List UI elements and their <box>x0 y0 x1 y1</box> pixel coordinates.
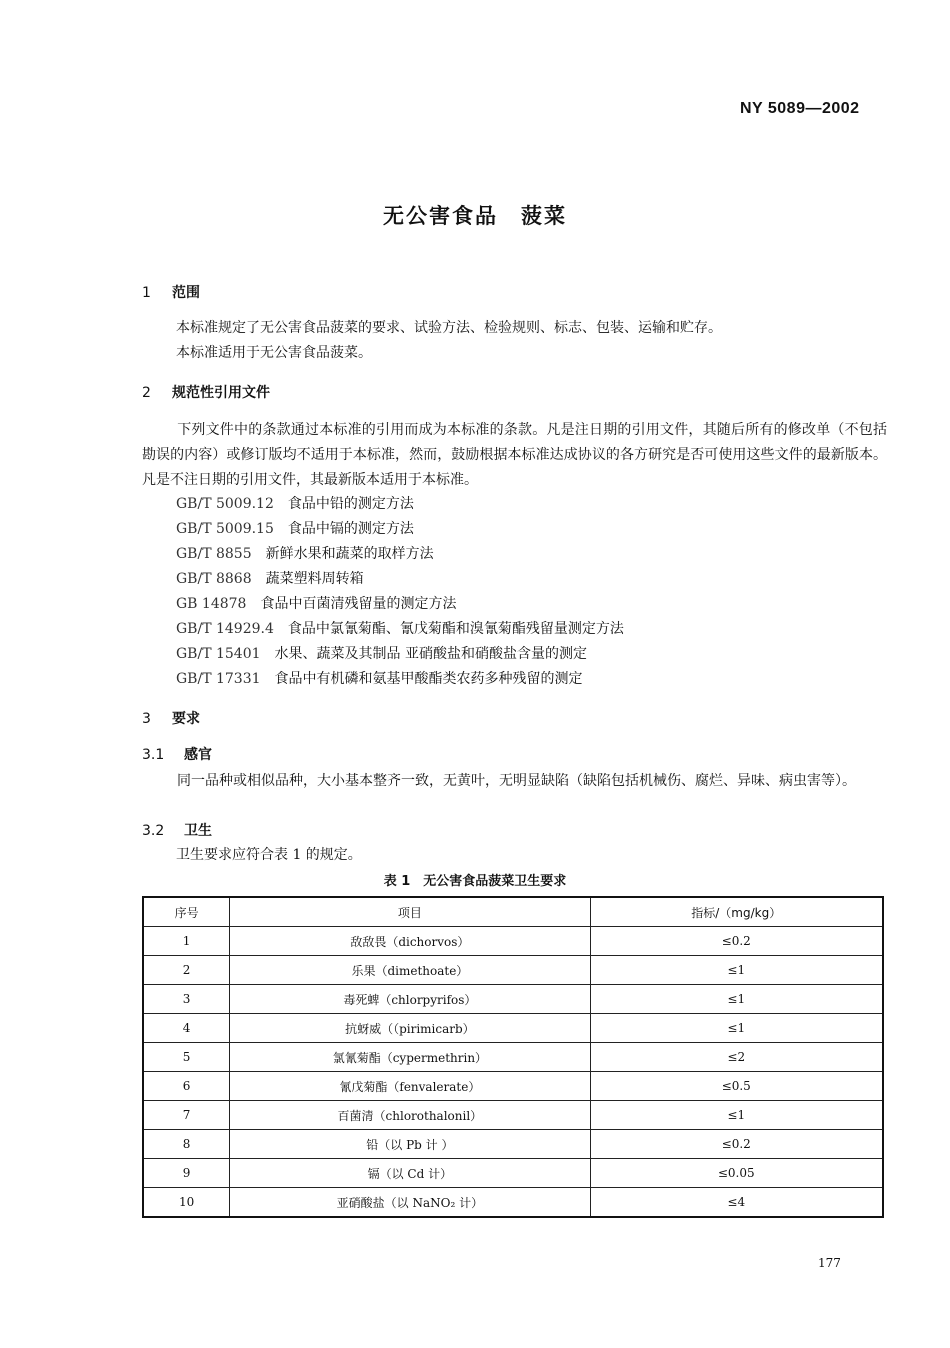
item-cell: 乐果（dimethoate） <box>230 956 590 985</box>
table-row <box>143 1188 883 1218</box>
reference-title: 食品中百菌清残留量的测定方法 <box>260 596 457 612</box>
scope-paragraph-2: 本标准适用于无公害食品菠菜。 <box>176 345 372 361</box>
limit-cell: ≤1 <box>590 1101 883 1130</box>
column-header-limit: 指标/（mg/kg） <box>590 897 883 927</box>
section-3-2-heading <box>142 820 212 840</box>
standard-code: NY 5089—2002 <box>740 100 860 117</box>
item-cell: 镉（以 Cd 计） <box>230 1159 590 1188</box>
section-3-1-heading <box>142 744 212 764</box>
item-cell: 敌敌畏（dichorvos） <box>230 927 590 956</box>
reference-item <box>176 518 414 538</box>
table-row <box>143 1014 883 1043</box>
reference-item <box>176 668 583 688</box>
table-row <box>143 985 883 1014</box>
reference-code: GB/T 5009.15 <box>176 521 274 537</box>
reference-title: 食品中氯氰菊酯、氰戊菊酯和溴氰菊酯残留量测定方法 <box>287 621 624 637</box>
page-title: 无公害食品 菠菜 <box>383 204 567 228</box>
section-number: 3.1 <box>142 747 165 763</box>
reference-item <box>176 618 624 638</box>
reference-code: GB/T 8868 <box>176 571 252 587</box>
page-number: 177 <box>818 1256 841 1270</box>
serial-cell: 9 <box>143 1159 230 1188</box>
table-row <box>143 1043 883 1072</box>
section-title: 规范性引用文件 <box>172 385 270 401</box>
hygiene-requirements-table <box>142 896 884 1218</box>
table-row <box>143 1101 883 1130</box>
limit-cell: ≤4 <box>590 1188 883 1218</box>
reference-item <box>176 543 434 563</box>
limit-cell: ≤0.2 <box>590 927 883 956</box>
sensory-text: 同一品种或相似品种，大小基本整齐一致，无黄叶，无明显缺陷（缺陷包括机械伤、腐烂、异味、病虫害等）。 <box>177 773 856 789</box>
section-number: 3 <box>142 711 151 727</box>
item-cell: 亚硝酸盐（以 NaNO₂ 计） <box>230 1188 590 1218</box>
table-row <box>143 927 883 956</box>
reference-title: 食品中镉的测定方法 <box>287 521 414 537</box>
table-header-row <box>143 897 883 927</box>
reference-title: 蔬菜塑料周转箱 <box>265 571 364 587</box>
table-row <box>143 1130 883 1159</box>
scope-paragraph-1: 本标准规定了无公害食品菠菜的要求、试验方法、检验规则、标志、包装、运输和贮存。 <box>176 320 722 336</box>
limit-cell: ≤1 <box>590 1014 883 1043</box>
section-title: 感官 <box>184 747 212 763</box>
hygiene-requirement: 卫生要求应符合表 1 的规定。 <box>176 847 362 863</box>
table-caption: 表 1 无公害食品菠菜卫生要求 <box>383 874 567 889</box>
reference-item <box>176 643 587 663</box>
normative-references-intro <box>142 418 887 493</box>
reference-code: GB 14878 <box>176 596 247 612</box>
reference-code: GB/T 14929.4 <box>176 621 274 637</box>
column-header-serial: 序号 <box>143 897 230 927</box>
section-2-heading <box>142 382 270 402</box>
item-cell: 氰戊菊酯（fenvalerate） <box>230 1072 590 1101</box>
serial-cell: 10 <box>143 1188 230 1218</box>
reference-title: 食品中铅的测定方法 <box>287 496 414 512</box>
section-number: 2 <box>142 385 151 401</box>
section-number: 1 <box>142 285 151 301</box>
reference-code: GB/T 8855 <box>176 546 252 562</box>
section-title: 卫生 <box>184 823 212 839</box>
item-cell: 毒死蜱（chlorpyrifos） <box>230 985 590 1014</box>
intro-text: 下列文件中的条款通过本标准的引用而成为本标准的条款。凡是注日期的引用文件，其随后所有的修改单（不包括勘误的内容）或修订版均不适用于本标准，然而，鼓励根据本标准达成协议的各方研究是否可使用这些文件的最新版本。凡是不注日期的引用文件，其最新版本适用于本标准。 <box>142 422 887 488</box>
reference-item <box>176 593 456 613</box>
item-cell: 抗蚜威（（pirimicarb） <box>230 1014 590 1043</box>
limit-cell: ≤2 <box>590 1043 883 1072</box>
serial-cell: 4 <box>143 1014 230 1043</box>
serial-cell: 3 <box>143 985 230 1014</box>
table-row <box>143 1072 883 1101</box>
reference-code: GB/T 5009.12 <box>176 496 274 512</box>
table-row <box>143 956 883 985</box>
serial-cell: 2 <box>143 956 230 985</box>
reference-code: GB/T 15401 <box>176 646 261 662</box>
item-cell: 铅（以 Pb 计 ） <box>230 1130 590 1159</box>
reference-title: 水果、蔬菜及其制品 亚硝酸盐和硝酸盐含量的测定 <box>274 646 587 662</box>
serial-cell: 6 <box>143 1072 230 1101</box>
section-1-heading <box>142 282 200 302</box>
reference-code: GB/T 17331 <box>176 671 261 687</box>
limit-cell: ≤1 <box>590 985 883 1014</box>
serial-cell: 7 <box>143 1101 230 1130</box>
limit-cell: ≤1 <box>590 956 883 985</box>
serial-cell: 8 <box>143 1130 230 1159</box>
serial-cell: 5 <box>143 1043 230 1072</box>
serial-cell: 1 <box>143 927 230 956</box>
reference-item <box>176 568 364 588</box>
section-number: 3.2 <box>142 823 165 839</box>
item-cell: 百菌清（chlorothalonil） <box>230 1101 590 1130</box>
reference-title: 食品中有机磷和氨基甲酸酯类农药多种残留的测定 <box>274 671 583 687</box>
table-row <box>143 1159 883 1188</box>
section-3-heading <box>142 708 200 728</box>
sensory-requirement <box>142 769 887 794</box>
item-cell: 氯氰菊酯（cypermethrin） <box>230 1043 590 1072</box>
limit-cell: ≤0.05 <box>590 1159 883 1188</box>
section-title: 范围 <box>172 285 200 301</box>
column-header-item: 项目 <box>230 897 590 927</box>
limit-cell: ≤0.2 <box>590 1130 883 1159</box>
limit-cell: ≤0.5 <box>590 1072 883 1101</box>
reference-item <box>176 493 414 513</box>
reference-title: 新鲜水果和蔬菜的取样方法 <box>265 546 434 562</box>
section-title: 要求 <box>172 711 200 727</box>
